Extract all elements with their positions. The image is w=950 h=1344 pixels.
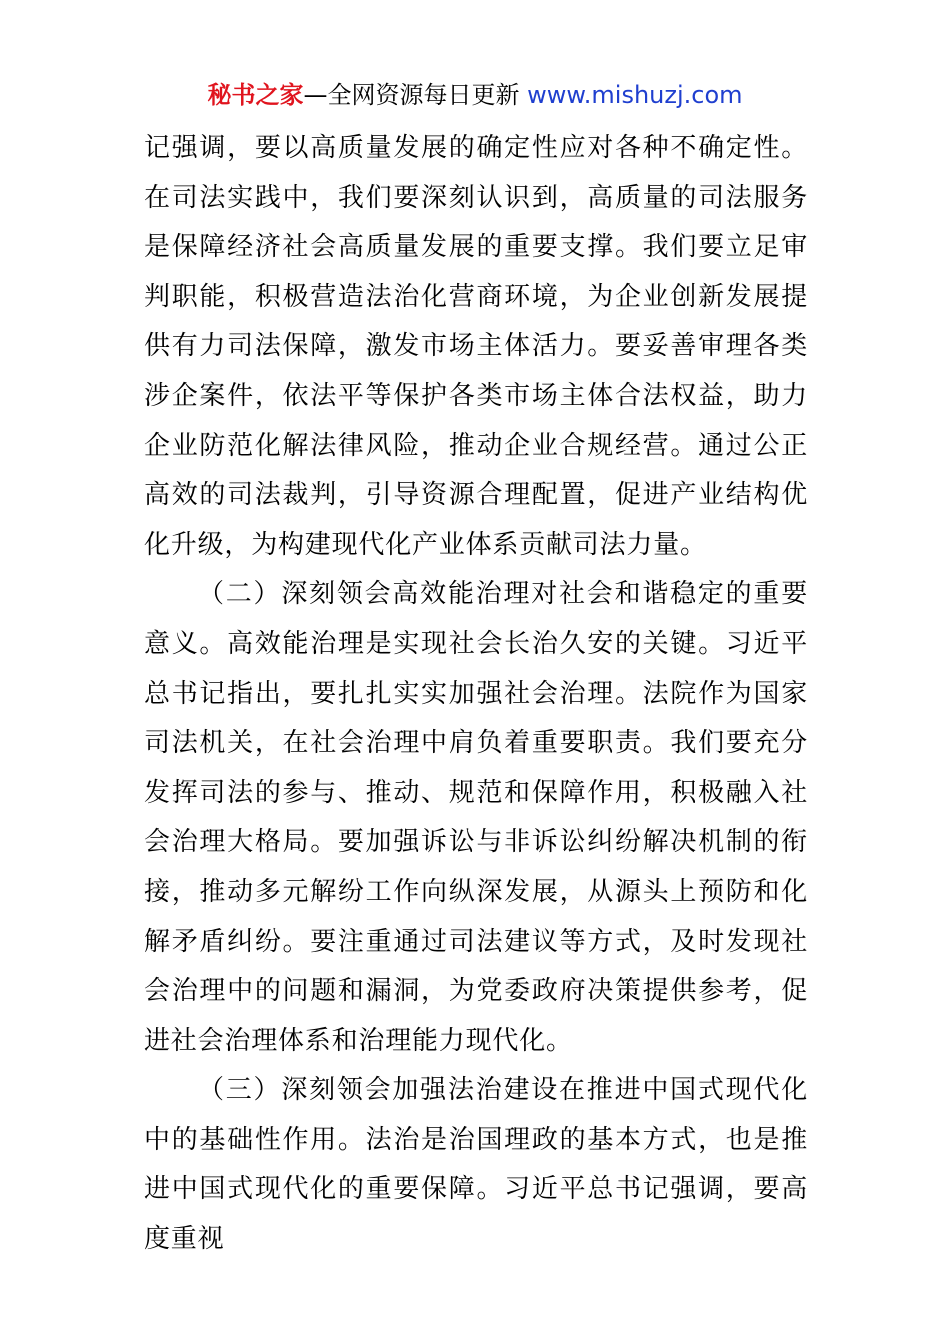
- paragraph-section-3: （三）深刻领会加强法治建设在推进中国式现代化中的基础性作用。法治是治国理政的基本方式，也是推进中国式现代化的重要保障。习近平总书记强调，要高度重视: [144, 1075, 808, 1255]
- page-header: [0, 78, 950, 112]
- document-body: [144, 124, 808, 1265]
- site-url: www.mishuzj.com: [527, 81, 743, 109]
- header-tagline: —全网资源每日更新: [303, 81, 528, 109]
- paragraph-section-2: （二）深刻领会高效能治理对社会和谐稳定的重要意义。高效能治理是实现社会长治久安的关键。习近平总书记指出，要扎扎实实加强社会治理。法院作为国家司法机关，在社会治理中肩负着重要职责。我们要充分发挥司法的参与、推动、规范和保障作用，积极融入社会治理大格局。要加强诉讼与非诉讼纠纷解决机制的衔接，推动多元解纷工作向纵深发展，从源头上预防和化解矛盾纠纷。要注重通过司法建议等方式，及时发现社会治理中的问题和漏洞，为党委政府决策提供参考，促进社会治理体系和治理能力现代化。: [144, 579, 808, 1056]
- brand-name: 秘书之家: [207, 81, 304, 109]
- paragraph-continued: 记强调，要以高质量发展的确定性应对各种不确定性。在司法实践中，我们要深刻认识到，高质量的司法服务是保障经济社会高质量发展的重要支撑。我们要立足审判职能，积极营造法治化营商环境，为企业创新发展提供有力司法保障，激发市场主体活力。要妥善审理各类涉企案件，依法平等保护各类市场主体合法权益，助力企业防范化解法律风险，推动企业合规经营。通过公正高效的司法裁判，引导资源合理配置，促进产业结构优化升级，为构建现代化产业体系贡献司法力量。: [144, 133, 808, 560]
